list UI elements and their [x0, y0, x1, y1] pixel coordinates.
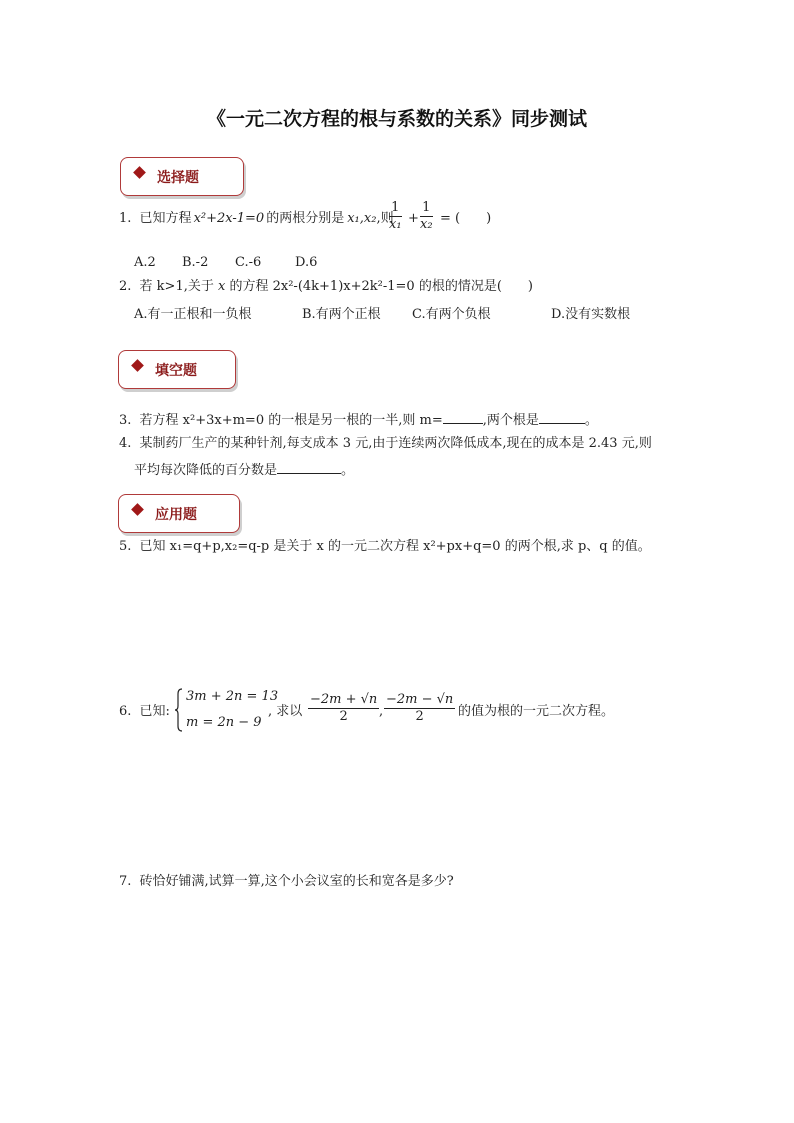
- system-equation-2: m = 2n − 9: [186, 715, 262, 730]
- question-number: 5.: [119, 539, 132, 554]
- fraction-numerator: −2m + √n: [310, 692, 378, 707]
- answer-blank[interactable]: [277, 461, 341, 474]
- question-4-line-2: [134, 461, 354, 480]
- question-text: 。: [584, 413, 598, 428]
- question-text: ,两个根是: [482, 413, 539, 428]
- question-text: 某制药厂生产的某种针剂,每支成本 3 元,由于连续两次降低成本,现在的成本是 2.43 元,则: [139, 436, 652, 451]
- question-text: 的方程 2x²-(4k+1)x+2k²-1=0 的根的情况是( ): [229, 279, 533, 294]
- section-label: 应用题: [155, 507, 197, 523]
- left-brace-icon: [174, 688, 184, 732]
- answer-paren: = ( ): [440, 211, 492, 226]
- question-4: [119, 435, 652, 453]
- fraction-root-minus: [384, 692, 455, 725]
- question-number: 4.: [119, 436, 132, 451]
- question-number: 2.: [119, 279, 132, 294]
- fraction-denominator: x₁: [389, 217, 402, 232]
- answer-blank[interactable]: [539, 411, 585, 424]
- section-header-apply: [118, 494, 240, 533]
- question-7: [119, 873, 454, 891]
- roots: x₁,x₂: [347, 211, 377, 226]
- option-b[interactable]: B.有两个正根: [302, 307, 381, 322]
- variable: x: [218, 279, 226, 294]
- question-6: [119, 703, 170, 721]
- question-text: 。: [341, 463, 355, 478]
- question-text: 的两根分别是: [266, 211, 345, 226]
- fraction-1-over-x1: [389, 200, 402, 233]
- option-c[interactable]: C.有两个负根: [412, 307, 491, 322]
- question-number: 3.: [119, 413, 132, 428]
- question-text: , 求以: [268, 704, 303, 719]
- answer-blank[interactable]: [443, 411, 483, 424]
- question-text: 若 k>1,关于: [139, 279, 214, 294]
- question-3: [119, 411, 598, 430]
- page-title: 《一元二次方程的根与系数的关系》同步测试: [206, 108, 587, 130]
- question-1: [119, 210, 394, 228]
- fraction-denominator: x₂: [420, 217, 433, 232]
- question-text: 若方程 x²+3x+m=0 的一根是另一根的一半,则 m=: [139, 413, 443, 428]
- option-d[interactable]: D.6: [295, 255, 318, 270]
- question-text: 已知:: [139, 704, 170, 719]
- question-text: 已知 x₁=q+p,x₂=q-p 是关于 x 的一元二次方程 x²+px+q=0 的两个根,求 p、q 的值。: [139, 539, 651, 554]
- option-d[interactable]: D.没有实数根: [551, 307, 631, 322]
- section-header-fill: [118, 350, 236, 389]
- question-text: 砖恰好铺满,试算一算,这个小会议室的长和宽各是多少?: [139, 874, 454, 889]
- section-label: 填空题: [155, 363, 197, 379]
- fraction-numerator: 1: [420, 200, 433, 217]
- diamond-bullet-icon: [131, 359, 144, 372]
- question-text: 已知方程: [139, 211, 192, 226]
- question-text: ,则: [376, 211, 394, 226]
- section-label: 选择题: [157, 170, 199, 186]
- plus-sign: +: [408, 211, 419, 226]
- fraction-root-plus: [308, 692, 379, 725]
- fraction-1-over-x2: [420, 200, 433, 233]
- system-equation-1: 3m + 2n = 13: [186, 689, 279, 704]
- question-number: 6.: [119, 704, 132, 719]
- question-number: 1.: [119, 211, 132, 226]
- comma: ,: [379, 704, 384, 719]
- option-a[interactable]: A.2: [134, 255, 156, 270]
- question-text: 的值为根的一元二次方程。: [458, 704, 615, 719]
- fraction-numerator: 1: [389, 200, 402, 217]
- question-2: [119, 278, 533, 296]
- question-text: 平均每次降低的百分数是: [134, 463, 278, 478]
- fraction-numerator: −2m − √n: [386, 692, 454, 707]
- section-header-choice: [120, 157, 244, 196]
- fraction-denominator: 2: [339, 709, 348, 724]
- fraction-denominator: 2: [415, 709, 424, 724]
- question-5: [119, 538, 651, 556]
- option-c[interactable]: C.-6: [235, 255, 262, 270]
- equation: x²+2x-1=0: [193, 211, 265, 226]
- diamond-bullet-icon: [133, 166, 146, 179]
- option-b[interactable]: B.-2: [182, 255, 209, 270]
- option-a[interactable]: A.有一正根和一负根: [134, 307, 252, 322]
- diamond-bullet-icon: [131, 503, 144, 516]
- question-number: 7.: [119, 874, 132, 889]
